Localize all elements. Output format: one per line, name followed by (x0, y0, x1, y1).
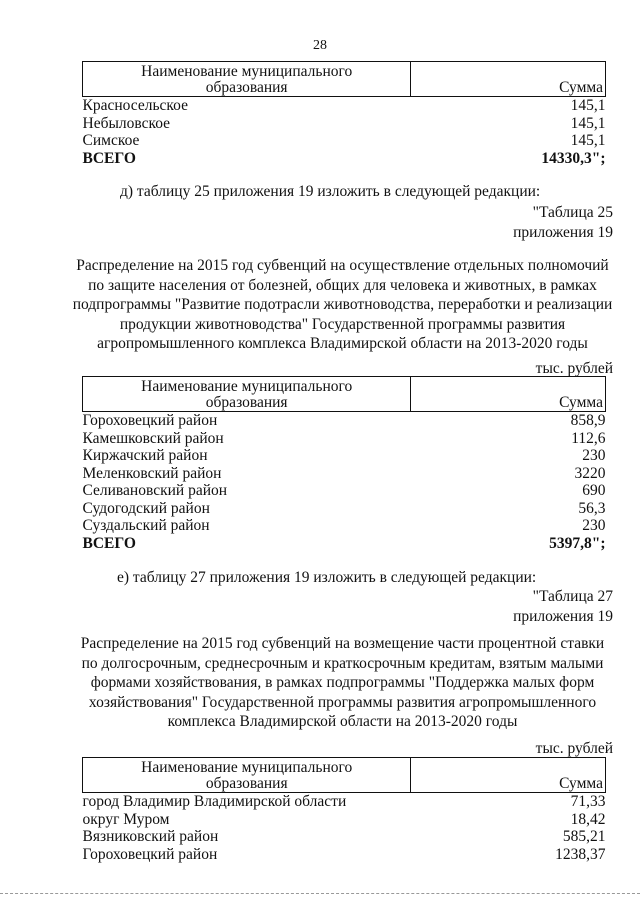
table-total-row (83, 535, 606, 553)
total-value: 14330,3"; (541, 149, 606, 167)
heading-line: комплекса Владимирской области на 2013-2020 годы (167, 713, 518, 730)
row-value: 1238,37 (555, 845, 606, 863)
row-value: 145,1 (570, 132, 606, 149)
header-name-line1: Наименование муниципального (141, 759, 353, 776)
table25-heading (70, 256, 615, 354)
table27-ref-line2: приложения 19 (513, 608, 613, 625)
row-name: Вязниковский район (82, 828, 219, 845)
total-label: ВСЕГО (82, 149, 136, 167)
table-row (83, 482, 606, 500)
heading-line: по долгосрочным, среднесрочным и краткосрочным кредитам, взятым малыми (81, 654, 604, 672)
header-name-line1: Наименование муниципального (141, 63, 353, 80)
page-number: 28 (313, 38, 327, 53)
units-label: тыс. рублей (535, 740, 613, 757)
total-value: 5397,8"; (549, 534, 606, 552)
table25 (82, 376, 606, 552)
table-row (83, 412, 606, 430)
row-value: 71,33 (570, 793, 606, 810)
table-row (83, 846, 606, 864)
header-name-line2: образования (205, 394, 288, 411)
table-continuation (82, 61, 606, 167)
row-name: Красносельское (82, 97, 188, 114)
header-sum-cell: Сумма (411, 62, 606, 97)
header-name-cell (83, 758, 411, 793)
page-bottom-divider (0, 893, 640, 895)
row-value: 18,42 (570, 810, 606, 828)
row-value: 145,1 (570, 114, 606, 132)
heading-line: продукции животноводства" Государственной программы развития (119, 315, 566, 333)
row-name: Селивановский район (82, 482, 228, 499)
table-row (83, 465, 606, 483)
row-name: Гороховецкий район (82, 412, 218, 429)
table25-ref-line2: приложения 19 (513, 224, 613, 241)
table27-reference (513, 587, 613, 627)
table-row (83, 430, 606, 448)
heading-line: агропромышленного комплекса Владимирской области на 2013-2020 годы (97, 335, 588, 352)
table-row (83, 517, 606, 535)
row-name: город Владимир Владимирской области (82, 793, 347, 810)
table-row (83, 500, 606, 518)
total-label: ВСЕГО (82, 534, 136, 552)
row-name: Судогодский район (82, 499, 210, 517)
row-value: 858,9 (570, 412, 606, 429)
heading-line: Распределение на 2015 год субвенций на осуществление отдельных полномочий (76, 257, 609, 274)
row-name: Гороховецкий район (82, 845, 218, 863)
header-name-line2: образования (205, 79, 288, 96)
table27-ref-line1: "Таблица 27 (532, 588, 613, 605)
header-name-cell (83, 62, 411, 97)
row-value: 145,1 (570, 97, 606, 114)
header-name-cell (83, 377, 411, 412)
table-row (83, 115, 606, 133)
heading-line: по защите населения от болезней, общих для человека и животных, в рамках (88, 276, 597, 294)
table-row (83, 447, 606, 465)
table27 (82, 757, 606, 863)
row-value: 56,3 (578, 499, 606, 517)
header-sum-cell: Сумма (411, 377, 606, 412)
row-name: Небыловское (82, 114, 171, 132)
header-name-line1: Наименование муниципального (141, 378, 353, 395)
heading-line: хозяйствования" Государственной программы развития агропромышленного (88, 693, 597, 711)
row-name: Симское (82, 132, 140, 149)
table-header (83, 62, 606, 97)
row-name: Меленковский район (82, 464, 222, 482)
table27-heading (70, 634, 615, 732)
row-value: 230 (582, 517, 606, 534)
table-row (83, 793, 606, 811)
table25-ref-line1: "Таблица 25 (532, 204, 613, 221)
row-value: 112,6 (571, 429, 606, 447)
row-value: 230 (582, 447, 606, 464)
row-name: Суздальский район (82, 517, 210, 534)
table25-reference (513, 203, 613, 243)
heading-line: формами хозяйствования, в рамках подпрограммы "Поддержка малых форм (90, 674, 595, 691)
row-name: Камешковский район (82, 429, 224, 447)
amendment-e-intro: е) таблицу 27 приложения 19 изложить в следующей редакции: (117, 569, 537, 586)
table-row (83, 828, 606, 846)
table-row (83, 811, 606, 829)
table-row (83, 97, 606, 115)
row-value: 3220 (574, 464, 606, 482)
units-label: тыс. рублей (535, 360, 613, 377)
header-name-line2: образования (205, 775, 288, 792)
table-row (83, 132, 606, 150)
row-name: округ Муром (82, 810, 170, 828)
table-total-row (83, 150, 606, 168)
header-sum-cell: Сумма (411, 758, 606, 793)
heading-line: Распределение на 2015 год субвенций на возмещение части процентной ставки (80, 635, 605, 652)
heading-line: подпрограммы "Развитие подотрасли животноводства, переработки и реализации (72, 296, 613, 313)
row-value: 690 (582, 482, 606, 499)
table-header (83, 377, 606, 412)
table-header (83, 758, 606, 793)
row-name: Киржачский район (82, 447, 208, 464)
amendment-d-intro: д) таблицу 25 приложения 19 изложить в следующей редакции: (120, 183, 541, 200)
row-value: 585,21 (562, 828, 606, 845)
